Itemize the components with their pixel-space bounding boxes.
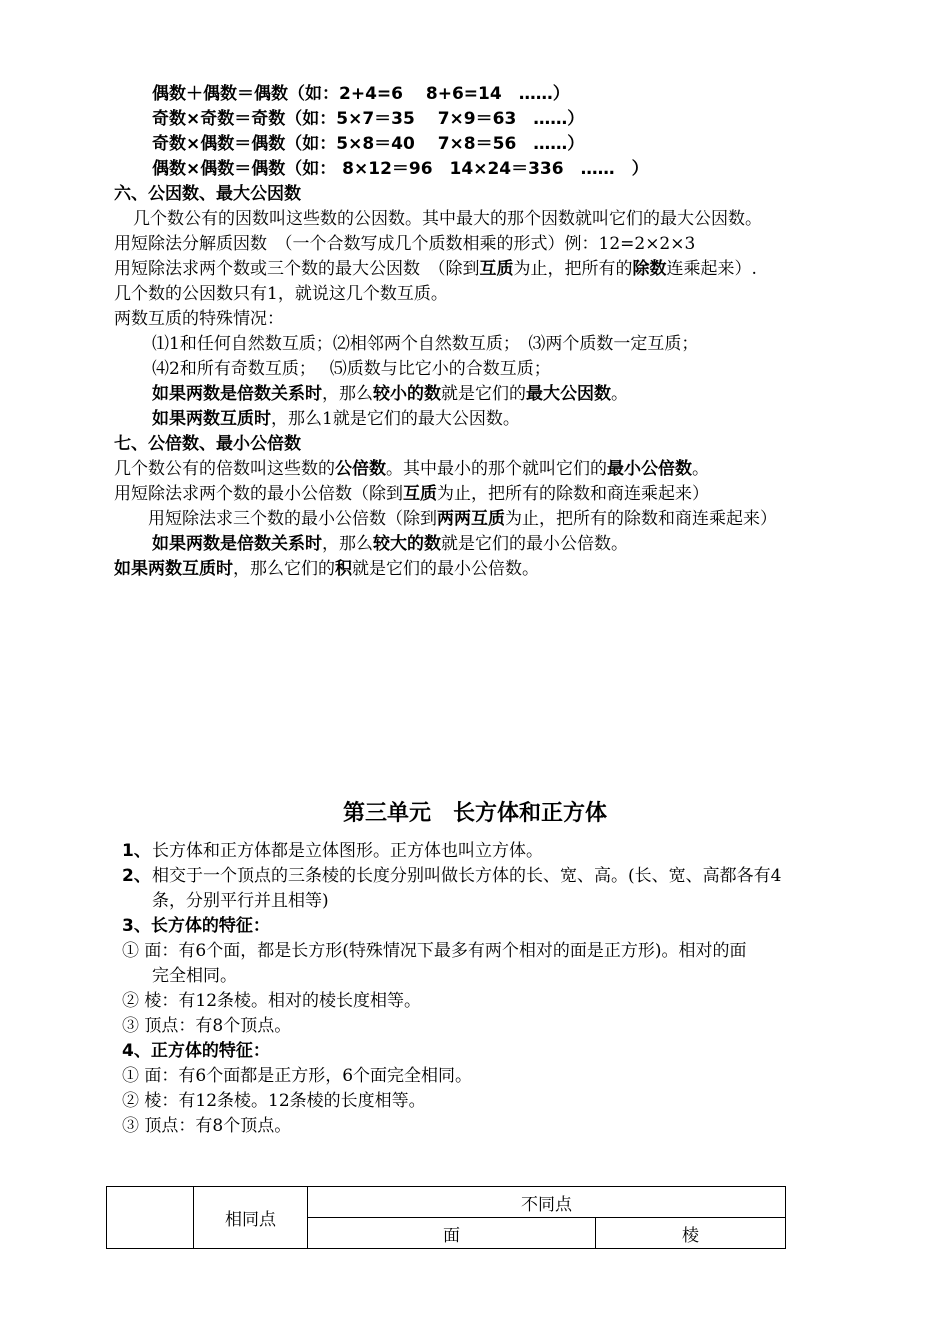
lcm-rule-part: 如果两数是倍数关系时 xyxy=(152,534,322,554)
lcm-def-part: 。 xyxy=(692,459,709,479)
cube-features-heading: 4、正方体的特征： xyxy=(122,1041,270,1061)
coprime-cases-line1: ⑴1和任何自然数互质；⑵相邻两个自然数互质； ⑶两个质数一定互质； xyxy=(152,334,699,354)
unit3-item2-number: 2、 xyxy=(122,866,151,886)
lcm-rule-multiple xyxy=(152,533,628,555)
lcm-rule-part: 积 xyxy=(335,559,352,579)
gcd-rule-multiple xyxy=(152,383,628,405)
gcd-method-text xyxy=(114,258,757,280)
gcd-method-bold-coprime: 互质 xyxy=(479,259,514,279)
lcm-rule-part: 较大的数 xyxy=(373,534,441,554)
lcm-rule-part: ，那么它们的 xyxy=(233,559,335,579)
lcm-def-part: 几个数公有的倍数叫这些数的 xyxy=(114,459,335,479)
coprime-cases-line2: ⑷2和所有奇数互质； ⑸质数与比它小的合数互质； xyxy=(152,359,551,379)
lcm-method-part: 互质 xyxy=(403,484,437,504)
lcm-rule-coprime xyxy=(114,558,539,580)
gcd-rule-part: 最大公因数 xyxy=(526,384,611,404)
lcm-def-part: 公倍数 xyxy=(335,459,386,479)
lcm-def-part: 。其中最小的那个就叫它们的 xyxy=(386,459,607,479)
table-header-edge: 棱 xyxy=(596,1218,786,1249)
prime-factorization-text: 用短除法分解质因数 （一个合数写成几个质数相乘的形式）例：12=2×2×3 xyxy=(114,234,696,254)
lcm-method-part: 用短除法求三个数的最小公倍数（除到 xyxy=(148,509,437,529)
lcm-rule-part: 就是它们的最小公倍数。 xyxy=(441,534,628,554)
cuboid-feature-edges: ② 棱：有12条棱。相对的棱长度相等。 xyxy=(122,991,422,1011)
lcm-method-part: 两两互质 xyxy=(437,509,505,529)
table-empty-corner-cell xyxy=(107,1187,194,1249)
gcd-rule-coprime xyxy=(152,408,520,430)
unit3-item2-text-line1: 相交于一个顶点的三条棱的长度分别叫做长方体的长、宽、高。(长、宽、高都各有4 xyxy=(152,866,782,886)
lcm-method-part: 用短除法求两个数的最小公倍数（除到 xyxy=(114,484,403,504)
lcm-two-numbers-method xyxy=(114,483,709,505)
cuboid-feature-faces-line1: ① 面：有6个面，都是长方形(特殊情况下最多有两个相对的面是正方形)。相对的面 xyxy=(122,941,747,961)
unit3-item1-text: 长方体和正方体都是立体图形。正方体也叫立方体。 xyxy=(152,841,543,861)
gcd-rule-part: 较小的数 xyxy=(373,384,441,404)
gcd-method-part: 为止，把所有的 xyxy=(513,259,633,279)
gcd-method-bold-divisor: 除数 xyxy=(632,259,667,279)
gcd-method-part: 用短除法求两个数或三个数的最大公因数 （除到 xyxy=(114,259,480,279)
gcd-rule-part: ，那么 xyxy=(322,384,373,404)
lcm-def-part: 最小公倍数 xyxy=(607,459,692,479)
cuboid-feature-vertices: ③ 顶点：有8个顶点。 xyxy=(122,1016,292,1036)
gcd-rule-part: ，那么1就是它们的最大公因数。 xyxy=(271,409,520,429)
lcm-method-part: 为止，把所有的除数和商连乘起来） xyxy=(437,484,709,504)
cube-feature-vertices: ③ 顶点：有8个顶点。 xyxy=(122,1116,292,1136)
lcm-rule-part: ，那么 xyxy=(322,534,373,554)
cube-feature-edges: ② 棱：有12条棱。12条棱的长度相等。 xyxy=(122,1091,426,1111)
lcm-definition xyxy=(114,458,709,480)
gcd-definition: 几个数公有的因数叫这些数的公因数。其中最大的那个因数就叫它们的最大公因数。 xyxy=(133,209,762,229)
lcm-rule-part: 如果两数互质时 xyxy=(114,559,233,579)
cuboid-feature-faces-line2: 完全相同。 xyxy=(152,966,237,986)
gcd-rule-part: 如果两数互质时 xyxy=(152,409,271,429)
unit3-title: 第三单元 长方体和正方体 xyxy=(342,800,607,826)
gcd-rule-part: 。 xyxy=(611,384,628,404)
table-header-diff: 不同点 xyxy=(308,1187,786,1218)
unit3-item1-number: 1、 xyxy=(122,841,151,861)
cube-feature-faces: ① 面：有6个面都是正方形，6个面完全相同。 xyxy=(122,1066,473,1086)
unit3-item2-text-line2: 条，分别平行并且相等) xyxy=(152,891,329,911)
lcm-method-part: 为止，把所有的除数和商连乘起来） xyxy=(505,509,777,529)
parity-rule-odd-times-odd: 奇数×奇数＝奇数（如：5×7＝35 7×9＝63 ……） xyxy=(152,109,585,129)
parity-rule-even-plus-even: 偶数＋偶数＝偶数（如：2+4=6 8+6=14 ……） xyxy=(152,84,570,104)
gcd-method-part: 连乘起来）. xyxy=(666,259,757,279)
table-header-same: 相同点 xyxy=(194,1187,308,1249)
table-header-face: 面 xyxy=(308,1218,596,1249)
coprime-special-heading: 两数互质的特殊情况： xyxy=(114,309,284,329)
gcd-rule-part: 如果两数是倍数关系时 xyxy=(152,384,322,404)
gcd-rule-part: 就是它们的 xyxy=(441,384,526,404)
section-gcd-heading: 六、公因数、最大公因数 xyxy=(114,184,301,204)
section-lcm-heading: 七、公倍数、最小公倍数 xyxy=(114,434,301,454)
parity-rule-even-times-even: 偶数×偶数＝偶数（如： 8×12＝96 14×24＝336 …… ） xyxy=(152,159,649,179)
parity-rule-odd-times-even: 奇数×偶数＝偶数（如：5×8＝40 7×8＝56 ……） xyxy=(152,134,585,154)
comparison-table xyxy=(106,1186,786,1249)
lcm-rule-part: 就是它们的最小公倍数。 xyxy=(352,559,539,579)
coprime-definition: 几个数的公因数只有1，就说这几个数互质。 xyxy=(114,284,448,304)
cuboid-features-heading: 3、长方体的特征： xyxy=(122,916,270,936)
lcm-three-numbers-method xyxy=(148,508,777,530)
